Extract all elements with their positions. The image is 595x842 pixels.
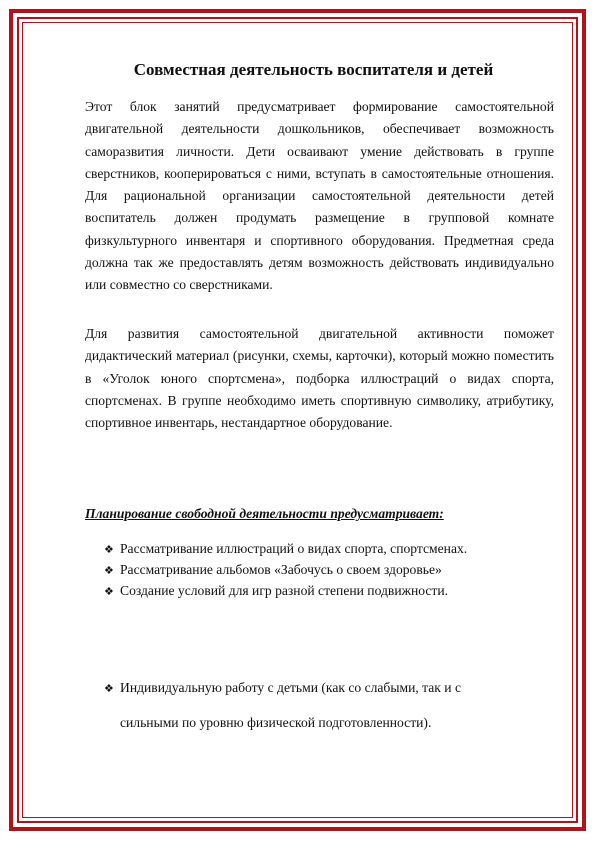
- list-item: [104, 581, 467, 602]
- diamond-bullet-icon: ❖: [104, 586, 114, 598]
- list-item-text: Индивидуальную работу с детьми (как со слабыми, так и с: [120, 680, 462, 695]
- list-item-continuation: сильными по уровню физической подготовленности).: [120, 715, 432, 730]
- plan-bullet-list: [104, 539, 467, 602]
- plan-heading: Планирование свободной деятельности предусматривает:: [85, 506, 444, 521]
- list-item-text: Рассматривание иллюстраций о видах спорта, спортсменах.: [120, 541, 468, 556]
- diamond-bullet-icon: ❖: [104, 683, 114, 695]
- list-item-text: Создание условий для игр разной степени подвижности.: [120, 583, 449, 598]
- document-title: Совместная деятельность воспитателя и детей: [133, 60, 494, 79]
- diamond-bullet-icon: ❖: [104, 544, 114, 556]
- paragraph-intro: Этот блок занятий предусматривает формирование самостоятельной двигательной деятельности дошкольников, обеспечивает возможность саморазвития личности. Дети осваивают умение действовать в группе сверстников, кооперироваться с ними, вступать в самостоятельные отношения. Для рациональной организации самостоятельной деятельности детей воспитатель должен продумать размещение в групповой комнате физкультурного инвентаря и спортивного оборудования. Предметная среда должна так же предоставлять детям возможность действовать индивидуально или совместно со сверстниками.: [85, 99, 554, 293]
- list-item: [104, 560, 467, 581]
- list-item-individual-work: [104, 678, 461, 699]
- list-item-text: Рассматривание альбомов «Забочусь о своем здоровье»: [120, 562, 442, 577]
- list-item: [104, 539, 467, 560]
- diamond-bullet-icon: ❖: [104, 565, 114, 577]
- paragraph-materials: Для развития самостоятельной двигательной активности поможет дидактический материал (рисунки, схемы, карточки), который можно поместить в «Уголок юного спортсмена», подборка иллюстраций о видах спорта, спортсменах. В группе необходимо иметь спортивную символику, атрибутику, спортивное инвентарь, нестандартное оборудование.: [85, 326, 554, 431]
